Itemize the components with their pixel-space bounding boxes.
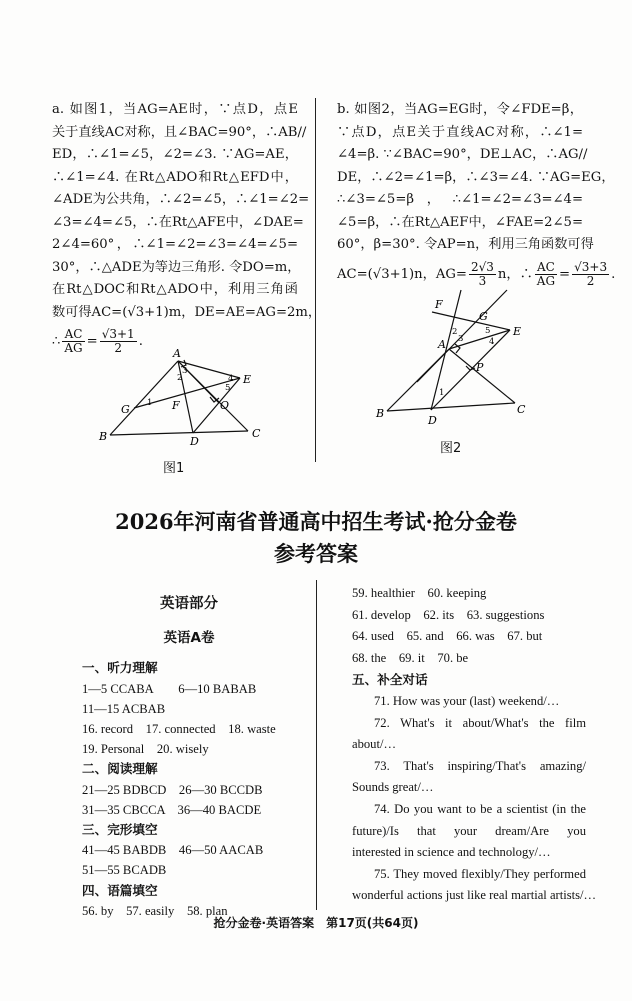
- english-sections: [82, 658, 296, 921]
- fraction-result-num: √3+3: [574, 259, 608, 274]
- math-line: ∠5=β，∴在Rt△AEF中，∠FAE=2∠5=: [337, 214, 583, 230]
- dialogue-answer-continuation: interested in science and technology/…: [352, 845, 551, 860]
- dialogue-answer-continuation: about/…: [352, 737, 397, 752]
- fraction-ac-ag-num: AC: [535, 261, 557, 275]
- column-divider-bottom: [316, 580, 317, 910]
- answer-key-title: 参考答案: [274, 541, 358, 566]
- segment-ac: [449, 349, 515, 403]
- label-o: O: [220, 399, 230, 412]
- figure-2: [372, 282, 562, 432]
- label-e: E: [243, 373, 252, 386]
- period: .: [138, 334, 143, 349]
- english-part-title: 英语部分: [160, 596, 218, 612]
- math-line: ED，∴∠1=∠5，∠2=∠3. ∵AG=AE，: [52, 147, 298, 162]
- math-line: ∴∠1=∠4. 在Rt△ADO和Rt△EFD中，: [52, 169, 298, 185]
- fraction-result-den: 2: [586, 273, 595, 288]
- label-c: C: [517, 403, 526, 416]
- answer-line: 1—5 CCABA 6—10 BABAB: [82, 681, 257, 696]
- english-volume-title: 英语A卷: [163, 630, 215, 647]
- fraction-ac-ag: [62, 328, 84, 355]
- answer-line: 16. record 17. connected 18. waste: [82, 722, 276, 737]
- angle-label-4: 4: [489, 337, 495, 347]
- math-line: ∠4=β. ∵∠BAC=90°，DE⊥AC，∴AG//: [337, 147, 588, 162]
- segment-bc: [110, 431, 248, 435]
- angle-label-1: 1: [439, 388, 445, 398]
- math-line: 在Rt△DOC和Rt△ADO中，利用三角函: [52, 282, 298, 297]
- label-a: A: [173, 347, 181, 360]
- period: .: [611, 266, 616, 282]
- angle-label-4: 4: [228, 374, 234, 384]
- answer-line: 56. by 57. easily 58. plan: [82, 903, 228, 918]
- answer-line: 31—35 CBCCA 36—40 BACDE: [82, 802, 262, 817]
- label-a: A: [438, 338, 446, 351]
- fraction-result: [572, 261, 609, 288]
- angle-label-5: 5: [485, 326, 491, 336]
- math-line: 60°，β=30°. 令AP=n，利用三角函数可得: [337, 237, 594, 252]
- dialogue-answer-line: 71. How was your (last) weekend/…: [374, 693, 560, 708]
- dialogue-answer-continuation: Sounds great/…: [352, 780, 434, 795]
- label-c: C: [252, 427, 261, 440]
- answer-line: 11—15 ACBAB: [82, 701, 166, 716]
- fraction-ag-coefficient-num: 2√3: [470, 259, 494, 274]
- angle-label-5: 5: [225, 383, 231, 393]
- segment-de: [193, 378, 240, 433]
- ac-expression: AC=(√3+1)n，AG=: [337, 266, 467, 282]
- cloze-answers: [352, 583, 586, 669]
- math-line: ∠ADE为公共角，∴∠2=∠5，∴∠1=∠2=: [52, 192, 310, 207]
- section-head-dialogue: 五、补全对话: [352, 672, 428, 688]
- fraction-ac-ag-num: AC: [62, 328, 84, 342]
- dialogue-answer-continuation: wonderful actions just like real martial artists/…: [352, 888, 597, 903]
- answer-line: 21—25 BDBCD 26—30 BCCDB: [82, 782, 263, 797]
- therefore-symbol: ∴: [52, 334, 61, 349]
- dialogue-answer-line: 75. They moved flexibly/They performed: [374, 866, 586, 881]
- math-line: DE，∴∠2=∠1=β，∴∠3=∠4. ∵AG=EG，: [337, 169, 615, 185]
- page-footer: 抢分金卷·英语答案 第17页(共64页): [213, 916, 419, 930]
- answer-line: 59. healthier 60. keeping: [352, 586, 487, 600]
- fraction-ag-coefficient-den: 3: [478, 273, 487, 288]
- answer-line: 61. develop 62. its 63. suggestions: [352, 607, 545, 622]
- dialogue-answer-line: 74. Do you want to be a scientist (in the: [374, 801, 586, 816]
- math-line: b. 如图2，当AG=EG时，令∠FDE=β，: [337, 102, 583, 117]
- math-line: a. 如图1，当AG=AE时，∵点D，点E: [52, 102, 298, 117]
- label-p: P: [476, 361, 484, 374]
- label-b: B: [376, 407, 385, 420]
- solution-b: [337, 99, 616, 288]
- fraction-ac-ag-den: AG: [64, 341, 83, 355]
- dialogue-answer-continuation: future)/Is that your dream/Are you: [352, 823, 586, 838]
- figure-2-caption: 图2: [440, 441, 462, 456]
- section-head: 二、阅读理解: [82, 761, 158, 777]
- dialogue-answer-line: 73. That's inspiring/That's amazing/: [374, 758, 586, 773]
- section-head: 三、完形填空: [82, 822, 158, 838]
- section-head: 一、听力理解: [82, 660, 158, 676]
- fraction-ac-ag-den: AG: [536, 273, 556, 288]
- label-d: D: [428, 414, 437, 427]
- answer-line: 64. used 65. and 66. was 67. but: [352, 629, 543, 644]
- math-line: 关于直线AC对称，且∠BAC=90°，∴AB//: [52, 124, 307, 140]
- fraction-result-num: √3+1: [101, 327, 135, 341]
- dialogue-answer-line: 72. What's it about/What's the film: [374, 715, 586, 730]
- angle-label-2: 2: [452, 327, 458, 337]
- answer-line: 51—55 BCADB: [82, 863, 167, 878]
- math-line: 2∠4=60°，∴∠1=∠2=∠3=∠4=∠5=: [52, 237, 298, 252]
- math-line: 数可得AC=(√3+1)m，DE=AE=AG=2m，: [52, 304, 322, 320]
- label-f: F: [172, 399, 180, 412]
- angle-label-3: 3: [182, 366, 188, 376]
- therefore-text: n，∴: [497, 266, 533, 282]
- answer-line: 68. the 69. it 70. be: [352, 650, 469, 665]
- solution-a: [52, 99, 322, 355]
- label-g: G: [121, 403, 130, 416]
- figure-1-caption: 图1: [163, 461, 185, 476]
- dialogue-answers: [352, 691, 597, 907]
- label-e: E: [513, 325, 522, 338]
- equals-sign: =: [86, 334, 98, 349]
- math-line: ∠3=∠4=∠5，∴在Rt△AFE中，∠DAE=: [52, 214, 304, 230]
- math-line: 30°，∴△ADE为等边三角形. 令DO=m，: [52, 259, 301, 275]
- label-f: F: [435, 298, 443, 311]
- english-right-column: [352, 583, 597, 907]
- label-d: D: [190, 435, 199, 448]
- fraction-result-den: 2: [114, 341, 123, 355]
- math-line: ∵点D，点E关于直线AC对称，∴∠1=: [337, 124, 583, 140]
- section-head: 四、语篇填空: [82, 882, 158, 898]
- angle-label-1: 1: [147, 398, 153, 408]
- answer-line: 19. Personal 20. wisely: [82, 742, 209, 757]
- english-left-column: [82, 590, 296, 921]
- column-divider-top: [315, 98, 316, 462]
- segment-bc: [387, 403, 515, 411]
- label-g: G: [479, 310, 488, 323]
- angle-label-2: 2: [177, 373, 183, 383]
- exam-title: 2026年河南省普通高中招生考试·抢分金卷: [115, 509, 517, 534]
- figure-1: [90, 345, 290, 455]
- label-b: B: [99, 430, 108, 443]
- answer-line: 41—45 BABDB 46—50 AACAB: [82, 843, 264, 858]
- equals-sign: =: [559, 266, 571, 282]
- math-line: ∴∠3=∠5=β，∴∠1=∠2=∠3=∠4=: [337, 192, 583, 207]
- angle-label-3: 3: [458, 334, 464, 344]
